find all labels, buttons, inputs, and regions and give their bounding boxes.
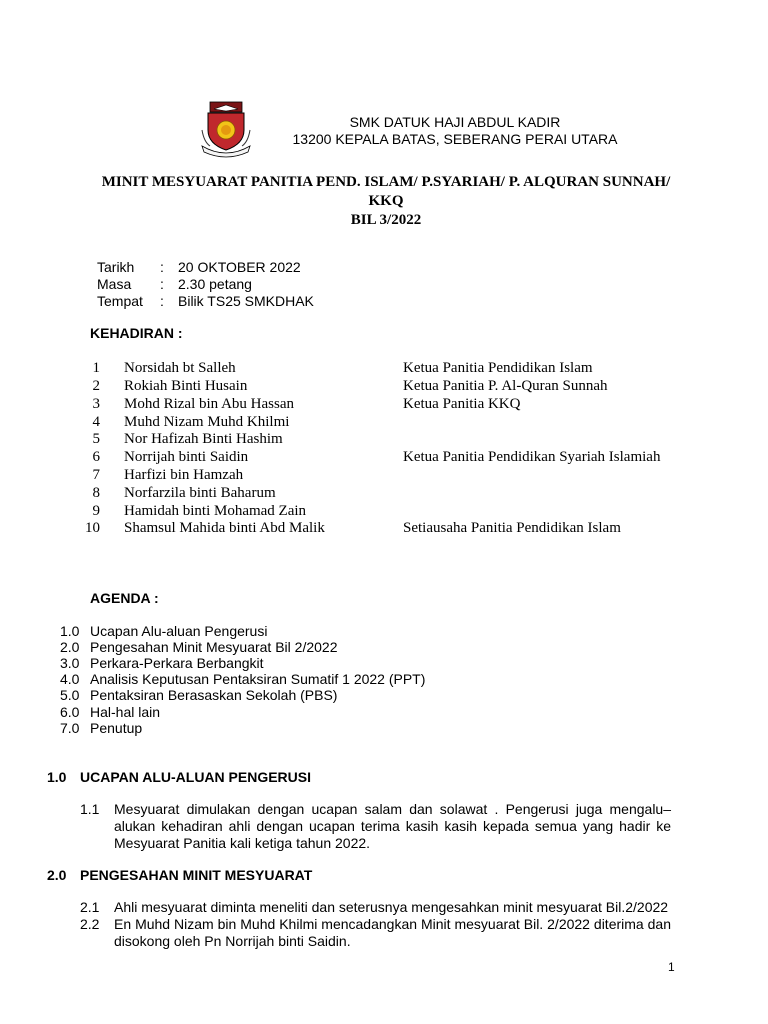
attendance-number: 6 [92, 449, 100, 465]
section-title: UCAPAN ALU-ALUAN PENGERUSI [80, 769, 311, 785]
agenda-text: Pengesahan Minit Mesyuarat Bil 2/2022 [90, 639, 338, 655]
school-crest-logo [200, 100, 252, 160]
attendance-row [80, 413, 700, 431]
agenda-heading: AGENDA : [90, 590, 159, 606]
attendance-number: 10 [85, 520, 100, 536]
section-item [80, 899, 671, 916]
attendance-role: Ketua Panitia Pendidikan Syariah Islamiah [403, 449, 661, 465]
school-header [285, 114, 625, 148]
attendance-number: 2 [92, 378, 100, 394]
attendance-row [80, 484, 700, 502]
attendance-name: Shamsul Mahida binti Abd Malik [124, 520, 325, 536]
attendance-role: Ketua Panitia P. Al-Quran Sunnah [403, 378, 608, 394]
info-label: Masa [97, 276, 132, 292]
attendance-row [80, 430, 700, 448]
title-line-2: KKQ [368, 193, 404, 209]
attendance-name: Norfarzila binti Baharum [124, 485, 276, 501]
info-label: Tarikh [97, 259, 135, 275]
document-title [80, 173, 692, 230]
item-text: Ahli mesyuarat diminta meneliti dan seterusnya mengesahkan minit mesyuarat Bil.2/2022 [114, 899, 669, 915]
attendance-number: 7 [92, 467, 100, 483]
agenda-number: 7.0 [60, 720, 80, 736]
attendance-role: Ketua Panitia Pendidikan Islam [403, 360, 593, 376]
section-title: PENGESAHAN MINIT MESYUARAT [80, 867, 313, 883]
agenda-number: 4.0 [60, 671, 80, 687]
agenda-text: Penutup [90, 720, 143, 736]
agenda-number: 2.0 [60, 639, 80, 655]
attendance-role: Ketua Panitia KKQ [403, 396, 521, 412]
item-number: 2.2 [80, 916, 100, 932]
info-value: 2.30 petang [178, 276, 252, 292]
attendance-number: 8 [92, 485, 100, 501]
attendance-row [80, 519, 700, 537]
agenda-text: Ucapan Alu-aluan Pengerusi [90, 623, 268, 639]
info-separator: : [160, 293, 164, 309]
attendance-row [80, 466, 700, 484]
attendance-row [80, 448, 700, 466]
attendance-name: Muhd Nizam Muhd Khilmi [124, 414, 290, 430]
page-number: 1 [668, 960, 675, 974]
section-number: 2.0 [47, 867, 67, 883]
attendance-row [80, 395, 700, 413]
agenda-number: 6.0 [60, 704, 80, 720]
info-label: Tempat [97, 293, 143, 309]
school-address: 13200 KEPALA BATAS, SEBERANG PERAI UTARA [292, 131, 618, 147]
attendance-name: Mohd Rizal bin Abu Hassan [124, 396, 294, 412]
school-name: SMK DATUK HAJI ABDUL KADIR [349, 114, 561, 130]
attendance-name: Norrijah binti Saidin [124, 449, 249, 465]
item-number: 2.1 [80, 899, 100, 915]
attendance-role: Setiausaha Panitia Pendidikan Islam [403, 520, 621, 536]
attendance-number: 5 [92, 431, 100, 447]
attendance-name: Norsidah bt Salleh [124, 360, 236, 376]
section-number: 1.0 [47, 769, 67, 785]
info-separator: : [160, 276, 164, 292]
info-separator: : [160, 259, 164, 275]
agenda-number: 1.0 [60, 623, 80, 639]
title-line-3: BIL 3/2022 [350, 212, 422, 228]
attendance-heading: KEHADIRAN : [90, 325, 183, 341]
agenda-number: 5.0 [60, 687, 80, 703]
attendance-name: Nor Hafizah Binti Hashim [124, 431, 283, 447]
attendance-name: Harfizi bin Hamzah [124, 467, 244, 483]
agenda-text: Perkara-Perkara Berbangkit [90, 655, 264, 671]
attendance-row [80, 377, 700, 395]
item-text: Mesyuarat dimulakan dengan ucapan salam dan solawat . Pengerusi juga mengalu–alukan kehadiran ahli dengan ucapan terima kasih kasih kepada semua yang hadir ke Mesyuarat Panitia kali ketiga tahun 2022. [114, 801, 671, 851]
item-text: En Muhd Nizam bin Muhd Khilmi mencadangkan Minit mesyuarat Bil. 2/2022 diterima dan disokong oleh Pn Norrijah binti Saidin. [114, 916, 671, 949]
item-number: 1.1 [80, 801, 100, 817]
attendance-number: 4 [92, 414, 100, 430]
section-item [80, 916, 671, 950]
attendance-number: 1 [92, 360, 100, 376]
attendance-row [80, 359, 700, 377]
title-line-1: MINIT MESYUARAT PANITIA PEND. ISLAM/ P.SYARIAH/ P. ALQURAN SUNNAH/ [101, 174, 671, 190]
attendance-row [80, 502, 700, 520]
info-value: 20 OKTOBER 2022 [178, 259, 301, 275]
agenda-text: Pentaksiran Berasaskan Sekolah (PBS) [90, 687, 338, 703]
agenda-text: Hal-hal lain [90, 704, 161, 720]
attendance-number: 3 [92, 396, 100, 412]
attendance-name: Hamidah binti Mohamad Zain [124, 503, 307, 519]
agenda-number: 3.0 [60, 655, 80, 671]
attendance-number: 9 [92, 503, 100, 519]
section-item [80, 801, 671, 852]
attendance-name: Rokiah Binti Husain [124, 378, 248, 394]
agenda-text: Analisis Keputusan Pentaksiran Sumatif 1 2022 (PPT) [90, 671, 426, 687]
info-value: Bilik TS25 SMKDHAK [178, 293, 314, 309]
